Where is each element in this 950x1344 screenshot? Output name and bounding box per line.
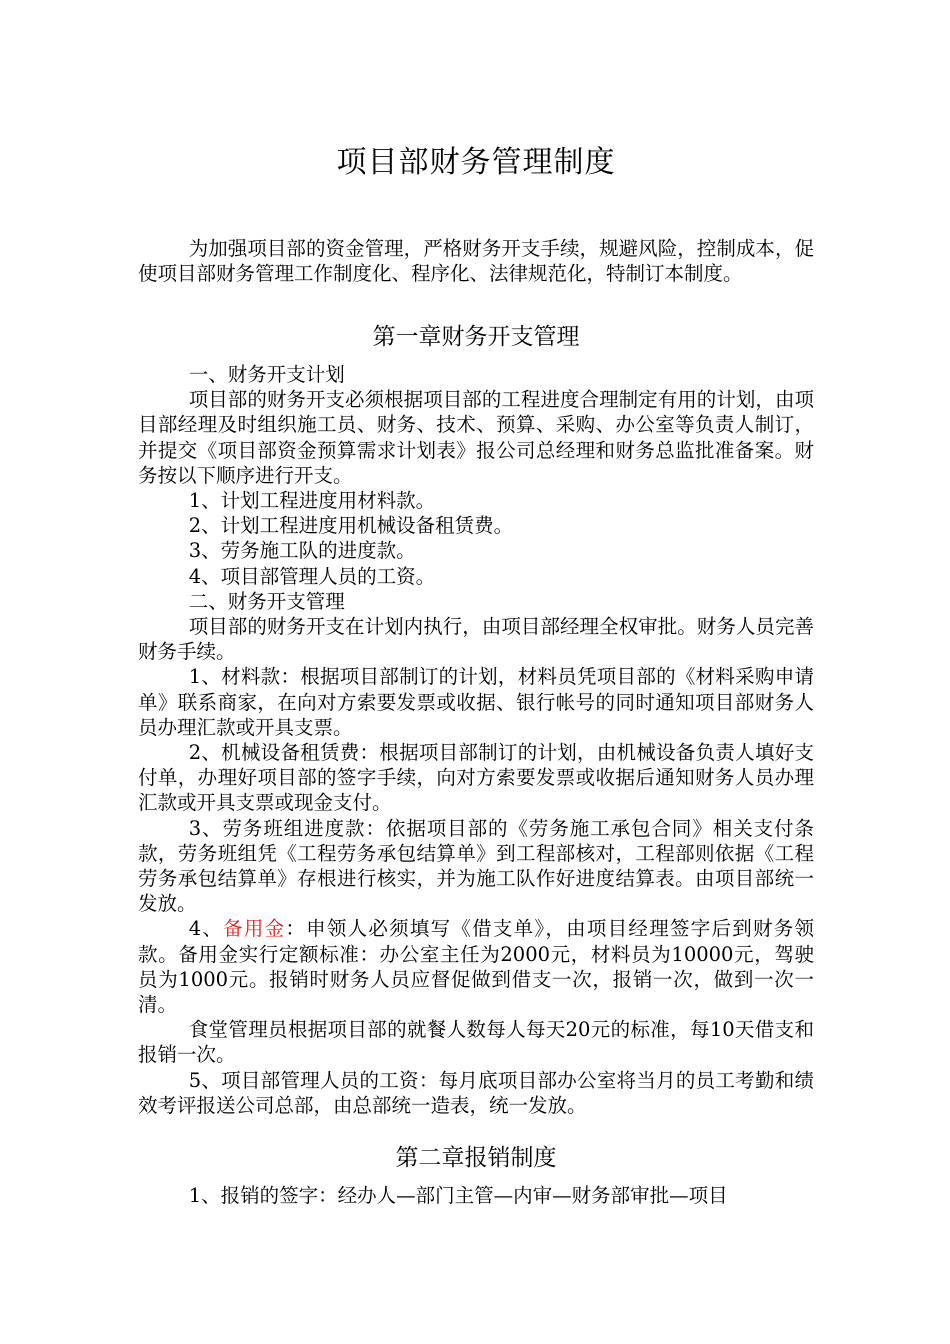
- rule-petty-cash-text: ：申领人必须填写《借支单》，由项目经理签字后到财务领款。备用金实行定额标准：办公室主任为2000元，材料员为10000元，驾驶员为1000元。报销时财务人员应督促做到借支一次，报销一次，做到一次一清。: [138, 917, 814, 1017]
- chapter2-body: [138, 1183, 814, 1208]
- list-item: 2、计划工程进度用机械设备租赁费。: [188, 514, 514, 538]
- rule-salary: 5、项目部管理人员的工资：每月底项目部办公室将当月的员工考勤和绩效考评报送公司总部，由总部统一造表，统一发放。: [138, 1068, 814, 1117]
- rule-materials: 1、材料款：根据项目部制订的计划，材料员凭项目部的《材料采购申请单》联系商家，在向对方索要发票或收据、银行帐号的同时通知项目部财务人员办理汇款或开具支票。: [138, 665, 814, 739]
- canteen-paragraph: 食堂管理员根据项目部的就餐人数每人每天20元的标准，每10天借支和报销一次。: [138, 1018, 814, 1067]
- list-item: 3、劳务施工队的进度款。: [188, 539, 416, 563]
- list-item: 4、项目部管理人员的工资。: [188, 564, 436, 588]
- rule-petty-cash-number: 4、: [188, 917, 224, 941]
- section1-heading: 一、财务开支计划: [188, 363, 345, 386]
- section2-heading: 二、财务开支管理: [188, 589, 345, 613]
- chapter1-body: [138, 362, 814, 1118]
- intro-text: 为加强项目部的资金管理，严格财务开支手续，规避风险，控制成本，促使项目部财务管理工作制度化、程序化、法律规范化，特制订本制度。: [138, 237, 814, 286]
- rule-petty-cash: [138, 916, 814, 1017]
- rule-equipment-rental: 2、机械设备租赁费：根据项目部制订的计划，由机械设备负责人填好支付单，办理好项目部的签字手续，向对方索要发票或收据后通知财务人员办理汇款或开具支票或现金支付。: [138, 741, 814, 815]
- rule-signature: 1、报销的签字：经办人—部门主管—内审—财务部审批—项目: [188, 1184, 728, 1207]
- intro-paragraph: [138, 236, 814, 286]
- chapter1-heading: 第一章财务开支管理: [372, 324, 580, 350]
- section2-paragraph: 项目部的财务开支在计划内执行，由项目部经理全权审批。财务人员完善财务手续。: [138, 615, 814, 664]
- petty-cash-highlight: 备用金: [223, 917, 286, 941]
- chapter2-heading: 第二章报销制度: [395, 1145, 557, 1171]
- rule-labor-progress: 3、劳务班组进度款：依据项目部的《劳务施工承包合同》相关支付条款，劳务班组凭《工程劳务承包结算单》到工程部核对，工程部则依据《工程劳务承包结算单》存根进行核实，并为施工队作好进度结算表。由项目部统一发放。: [138, 816, 814, 916]
- list-item: 1、计划工程进度用材料款。: [188, 489, 436, 513]
- section1-paragraph: 项目部的财务开支必须根据项目部的工程进度合理制定有用的计划，由项目部经理及时组织施工员、财务、技术、预算、采购、办公室等负责人制订，并提交《项目部资金预算需求计划表》报公司总经理和财务总监批准备案。财务按以下顺序进行开支。: [138, 388, 814, 487]
- page-title: 项目部财务管理制度: [336, 145, 616, 180]
